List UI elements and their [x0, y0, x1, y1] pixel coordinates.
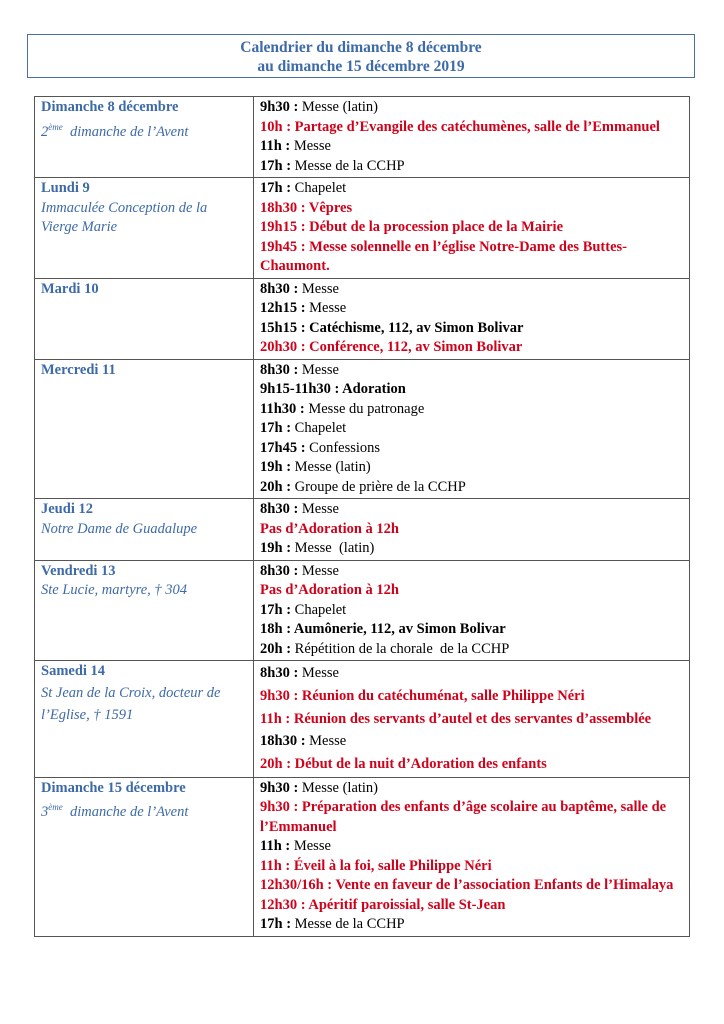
event — [260, 500, 683, 520]
event-text: Messe de la CCHP — [291, 157, 405, 174]
schedule-body — [35, 97, 690, 937]
event-bold: 18h : Aumônerie, 112, av Simon Bolivar — [260, 621, 506, 637]
event — [260, 419, 683, 439]
event-highlight: 12h30/16h : Vente en faveur de l’association Enfants de l’Himalaya — [260, 877, 674, 894]
event-text: Messe — [298, 361, 339, 378]
event — [260, 915, 683, 935]
event — [260, 98, 683, 118]
day-cell — [35, 278, 254, 359]
feast-ordinal-suffix: ème — [48, 802, 63, 813]
event-time: 19h : — [260, 540, 292, 556]
event-time: 11h : — [260, 138, 291, 154]
calendar-title — [27, 34, 695, 78]
day-name: Vendredi 13 — [41, 562, 116, 579]
day-cell — [35, 499, 254, 561]
event — [260, 400, 683, 420]
event-text: Messe (latin) — [298, 99, 379, 115]
events-cell — [254, 278, 690, 359]
events-cell — [254, 499, 690, 561]
title-line-2: au dimanche 15 décembre 2019 — [257, 58, 465, 75]
event — [260, 361, 683, 381]
event-text: Confessions — [305, 439, 381, 456]
day-cell — [35, 359, 254, 499]
event — [260, 730, 683, 753]
event-text: Messe — [305, 300, 347, 316]
event — [260, 157, 683, 177]
event-time: 8h30 : — [260, 665, 299, 681]
day-row — [35, 777, 690, 936]
event-time: 11h30 : — [260, 400, 305, 417]
day-name: Jeudi 12 — [41, 501, 93, 517]
event-text: Messe (latin) — [298, 779, 379, 796]
event-time: 12h15 : — [260, 300, 306, 316]
day-cell — [35, 97, 254, 178]
day-cell — [35, 560, 254, 661]
event-text: Messe — [305, 733, 347, 750]
event-highlight: 10h : Partage d’Evangile des catéchumènes, salle de l’Emmanuel — [260, 118, 660, 135]
event-highlight: 12h30 : Apéritif paroissial, salle St-Jean — [260, 896, 506, 913]
day-row — [35, 359, 690, 499]
event-time: 9h30 : — [260, 99, 299, 115]
feast-name: St Jean de la Croix, docteur de l’Eglise, † 1591 — [41, 684, 221, 723]
event — [260, 539, 683, 559]
day-row — [35, 178, 690, 279]
event-highlight: 20h30 : Conférence, 112, av Simon Bolivar — [260, 339, 523, 355]
day-row — [35, 499, 690, 561]
event — [260, 439, 683, 459]
event-time: 8h30 : — [260, 562, 299, 579]
event-time: 17h : — [260, 420, 292, 436]
event — [260, 280, 683, 300]
feast-name: Notre Dame de Guadalupe — [41, 520, 198, 537]
day-row — [35, 278, 690, 359]
event-time: 18h30 : — [260, 733, 306, 750]
event-highlight: 11h : Éveil à la foi, salle Philippe Néri — [260, 857, 492, 874]
event-text: Messe — [298, 280, 339, 297]
day-cell — [35, 178, 254, 279]
event-text: Chapelet — [291, 180, 347, 196]
event — [260, 478, 683, 498]
event-text: Messe (latin) — [291, 459, 371, 475]
title-line-1: Calendrier du dimanche 8 décembre — [240, 39, 482, 56]
event-bold: 9h15-11h30 : Adoration — [260, 381, 406, 397]
feast-ordinal-suffix: ème — [48, 121, 63, 132]
event-text: Messe — [290, 838, 331, 855]
feast-name — [41, 118, 247, 142]
event-text: Chapelet — [291, 420, 347, 436]
event — [260, 562, 683, 582]
events-cell — [254, 178, 690, 279]
day-cell — [35, 777, 254, 936]
feast-ordinal: 3 — [41, 804, 49, 821]
event-text: Messe de la CCHP — [291, 916, 405, 933]
event-highlight: 19h45 : Messe solennelle en l’église Notre-Dame des Buttes-Chaumont. — [260, 238, 627, 274]
event-highlight: Pas d’Adoration à 12h — [260, 520, 399, 537]
event — [260, 601, 683, 621]
event — [260, 137, 683, 157]
day-name: Samedi 14 — [41, 663, 106, 679]
event-highlight: Pas d’Adoration à 12h — [260, 582, 399, 598]
event-text: Groupe de prière de la CCHP — [291, 478, 466, 495]
event-time: 8h30 : — [260, 361, 299, 378]
event — [260, 662, 683, 685]
event-highlight: 11h : Réunion des servants d’autel et des servantes d’assemblée — [260, 710, 652, 727]
event-text: Répétition de la chorale de la CCHP — [291, 640, 510, 657]
event-text: Messe — [298, 665, 339, 681]
event-time: 17h : — [260, 180, 292, 196]
event-bold: 15h15 : Catéchisme, 112, av Simon Bolivar — [260, 319, 524, 336]
event-time: 20h : — [260, 478, 292, 495]
events-cell — [254, 359, 690, 499]
feast-name: Immaculée Conception de la Vierge Marie — [41, 199, 208, 235]
day-row — [35, 97, 690, 178]
feast-name — [41, 798, 247, 822]
day-name: Mercredi 11 — [41, 361, 116, 378]
event — [260, 837, 683, 857]
event-highlight: 9h30 : Réunion du catéchuménat, salle Philippe Néri — [260, 687, 585, 704]
events-cell — [254, 97, 690, 178]
feast-text: dimanche de l’Avent — [62, 804, 189, 821]
event-text: Messe du patronage — [304, 400, 425, 417]
event-highlight: 20h : Début de la nuit d’Adoration des enfants — [260, 756, 547, 773]
day-row — [35, 560, 690, 661]
day-name: Dimanche 15 décembre — [41, 779, 186, 796]
event-text: Messe — [298, 501, 339, 517]
feast-name: Ste Lucie, martyre, † 304 — [41, 582, 188, 598]
event-text: Messe (latin) — [291, 540, 375, 556]
schedule-table — [34, 96, 690, 937]
events-cell — [254, 777, 690, 936]
event-time: 17h : — [260, 157, 292, 174]
event-time: 17h45 : — [260, 439, 306, 456]
event-text: Chapelet — [291, 601, 347, 618]
event — [260, 640, 683, 660]
event-time: 8h30 : — [260, 501, 299, 517]
day-row — [35, 661, 690, 778]
event-highlight: 9h30 : Préparation des enfants d’âge scolaire au baptême, salle de l’Emmanuel — [260, 799, 667, 835]
events-cell — [254, 661, 690, 778]
feast-text: dimanche de l’Avent — [62, 123, 189, 140]
event-time: 11h : — [260, 838, 291, 855]
event-time: 17h : — [260, 916, 292, 933]
day-name: Mardi 10 — [41, 280, 99, 297]
event-highlight: 18h30 : Vêpres — [260, 199, 353, 216]
event-time: 9h30 : — [260, 779, 299, 796]
event-text: Messe — [298, 562, 339, 579]
day-name: Dimanche 8 décembre — [41, 99, 179, 115]
event-text: Messe — [290, 138, 331, 154]
event-highlight: 19h15 : Début de la procession place de la Mairie — [260, 219, 564, 235]
day-name: Lundi 9 — [41, 180, 90, 196]
event-time: 17h : — [260, 601, 292, 618]
events-cell — [254, 560, 690, 661]
event-time: 19h : — [260, 459, 292, 475]
event — [260, 779, 683, 799]
event-time: 8h30 : — [260, 280, 299, 297]
event — [260, 179, 683, 199]
event — [260, 458, 683, 478]
event-time: 20h : — [260, 640, 292, 657]
event — [260, 299, 683, 319]
day-cell — [35, 661, 254, 778]
feast-ordinal: 2 — [41, 123, 49, 140]
